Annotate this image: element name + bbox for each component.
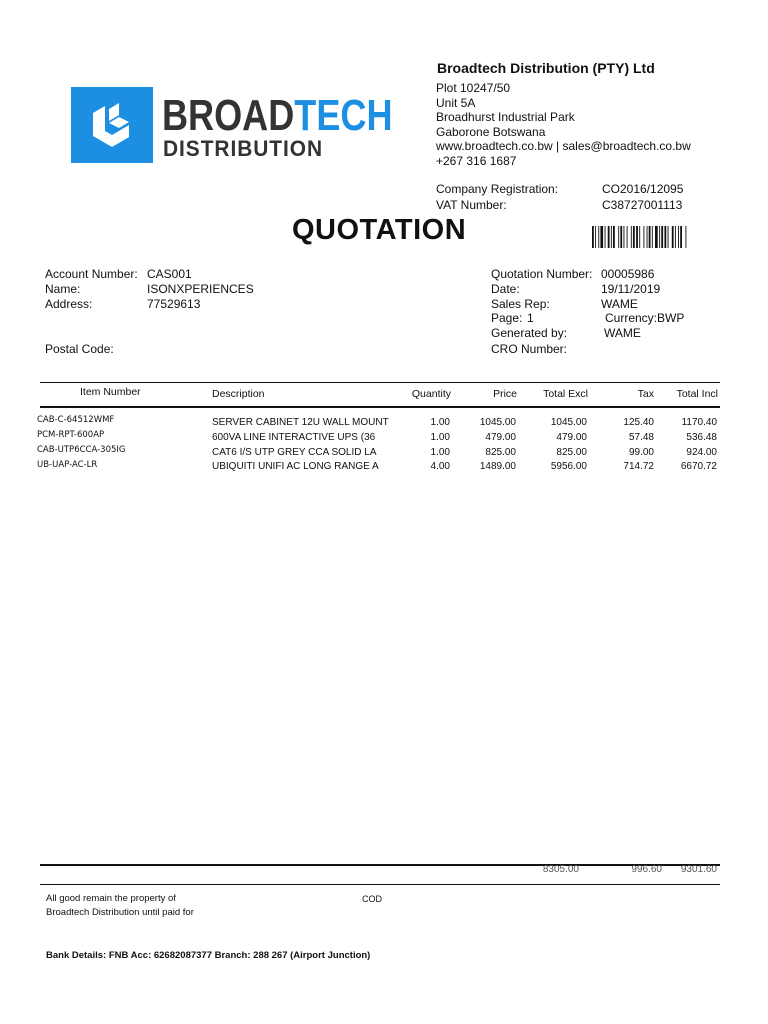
table-top-rule — [40, 382, 720, 383]
row-tax: 714.72 — [623, 461, 654, 472]
table-header-rule — [40, 406, 720, 408]
row-item-number: CAB-C-64512WMF — [37, 415, 115, 425]
currency-label: Currency: — [605, 311, 658, 325]
cro-number-label: CRO Number: — [491, 342, 568, 356]
barcode-bar — [664, 226, 666, 248]
row-price: 825.00 — [485, 447, 516, 458]
row-quantity: 1.00 — [430, 447, 450, 458]
barcode-bar — [643, 226, 644, 248]
account-label: Account Number: — [45, 267, 138, 281]
company-address-line-2: Unit 5A — [436, 96, 476, 110]
header-description: Description — [212, 388, 265, 400]
barcode-bar — [668, 226, 669, 248]
row-item-number: CAB-UTP6CCA-305IG — [37, 445, 126, 455]
barcode-icon — [592, 226, 714, 248]
payment-terms: COD — [362, 894, 382, 904]
customer-address-label: Address: — [45, 297, 93, 311]
row-description: SERVER CABINET 12U WALL MOUNT — [212, 417, 389, 428]
vat-label: VAT Number: — [436, 198, 507, 212]
barcode-bar — [675, 226, 676, 248]
barcode-bar — [639, 226, 640, 248]
barcode-bar — [659, 226, 660, 248]
barcode-bar — [661, 226, 663, 248]
logo-text-tech: TECH — [294, 91, 393, 140]
currency-field — [605, 311, 684, 326]
barcode-bar — [678, 226, 679, 248]
page-label: Page: — [491, 311, 523, 325]
header-price: Price — [493, 388, 517, 400]
header-total-excl: Total Excl — [543, 388, 588, 400]
header-quantity: Quantity — [411, 388, 451, 400]
sales-rep-value: WAME — [601, 297, 638, 311]
barcode-bar — [647, 226, 648, 248]
sales-rep-label: Sales Rep: — [491, 297, 550, 311]
row-total-excl: 479.00 — [556, 432, 587, 443]
registration-label: Company Registration: — [436, 182, 559, 196]
barcode-bar — [636, 226, 638, 248]
logo-mark — [71, 87, 153, 163]
row-quantity: 1.00 — [430, 417, 450, 428]
barcode-bar — [618, 226, 619, 248]
row-item-number: UB-UAP-AC-LR — [37, 460, 98, 470]
header-item-number: Item Number — [80, 386, 141, 398]
row-item-number: PCM-RPT-600AP — [37, 430, 105, 440]
company-name: Broadtech Distribution (PTY) Ltd — [437, 60, 655, 76]
company-address-line-4: Gaborone Botswana — [436, 125, 546, 139]
barcode-bar — [600, 226, 603, 248]
row-total-incl: 6670.72 — [680, 461, 717, 472]
company-address-line-1: Plot 10247/50 — [436, 81, 511, 95]
footer-rule — [40, 884, 720, 885]
document-title: QUOTATION — [292, 214, 467, 246]
total-tax-value: 996.60 — [631, 864, 662, 875]
account-value: CAS001 — [147, 267, 192, 281]
logo-wordmark — [162, 91, 443, 140]
barcode-bar — [620, 226, 622, 248]
logo-text-distribution: DISTRIBUTION — [163, 136, 324, 161]
date-value: 19/11/2019 — [601, 282, 661, 296]
barcode-bar — [598, 226, 599, 248]
barcode-bar — [613, 226, 615, 248]
barcode-bar — [595, 226, 596, 248]
customer-name-value: ISONXPERIENCES — [147, 282, 254, 296]
customer-name-label: Name: — [45, 282, 81, 296]
quotation-number-value: 00005986 — [601, 267, 655, 281]
generated-by-value: WAME — [604, 326, 641, 340]
row-tax: 99.00 — [628, 447, 654, 458]
generated-by-label: Generated by: — [491, 326, 568, 340]
company-phone: +267 316 1687 — [436, 154, 517, 168]
row-total-excl: 825.00 — [556, 447, 587, 458]
barcode-bar — [652, 226, 653, 248]
row-total-incl: 536.48 — [686, 432, 717, 443]
row-quantity: 1.00 — [430, 432, 450, 443]
row-total-incl: 924.00 — [686, 447, 717, 458]
row-total-excl: 1045.00 — [550, 417, 587, 428]
currency-value: BWP — [657, 311, 685, 325]
barcode-bar — [627, 226, 628, 248]
row-price: 479.00 — [485, 432, 516, 443]
total-incl-value: 9301.60 — [680, 864, 717, 875]
row-description: CAT6 I/S UTP GREY CCA SOLID LA — [212, 447, 377, 458]
barcode-bar — [655, 226, 658, 248]
row-description: 600VA LINE INTERACTIVE UPS (36 — [212, 432, 376, 443]
total-excl-value: 8305.00 — [542, 864, 579, 875]
barcode-bar — [649, 226, 651, 248]
cube-logo-icon — [89, 101, 135, 149]
registration-value: CO2016/12095 — [602, 182, 684, 196]
customer-address-value: 77529613 — [147, 297, 201, 311]
barcode-bar — [672, 226, 674, 248]
vat-value: C38727001113 — [602, 198, 683, 212]
terms-line-1: All good remain the property of — [46, 893, 176, 904]
row-quantity: 4.00 — [430, 461, 450, 472]
row-price: 1045.00 — [479, 417, 516, 428]
logo-text-broad: BROAD — [162, 91, 295, 140]
row-tax: 125.40 — [623, 417, 654, 428]
barcode-bar — [592, 226, 594, 248]
barcode-bar — [608, 226, 610, 248]
row-total-excl: 5956.00 — [550, 461, 587, 472]
page-value: 1 — [527, 311, 534, 325]
terms-line-2: Broadtech Distribution until paid for — [46, 907, 194, 918]
date-label: Date: — [491, 282, 520, 296]
barcode-bar — [611, 226, 612, 248]
company-address-line-3: Broadhurst Industrial Park — [436, 110, 575, 124]
row-tax: 57.48 — [628, 432, 654, 443]
barcode-bar — [685, 226, 686, 248]
postal-code-label: Postal Code: — [45, 342, 114, 356]
barcode-bar — [631, 226, 632, 248]
bank-details: Bank Details: FNB Acc: 62682087377 Branch: 288 267 (Airport Junction) — [46, 950, 371, 961]
company-web-email: www.broadtech.co.bw | sales@broadtech.co.bw — [436, 139, 691, 153]
barcode-bar — [624, 226, 625, 248]
barcode-bar — [680, 226, 682, 248]
row-price: 1489.00 — [479, 461, 516, 472]
row-total-incl: 1170.40 — [681, 417, 717, 428]
barcode-bar — [633, 226, 635, 248]
row-description: UBIQUITI UNIFI AC LONG RANGE A — [212, 461, 379, 472]
quotation-number-label: Quotation Number: — [491, 267, 593, 281]
header-tax: Tax — [637, 388, 654, 400]
barcode-bar — [605, 226, 606, 248]
header-total-incl: Total Incl — [676, 388, 718, 400]
